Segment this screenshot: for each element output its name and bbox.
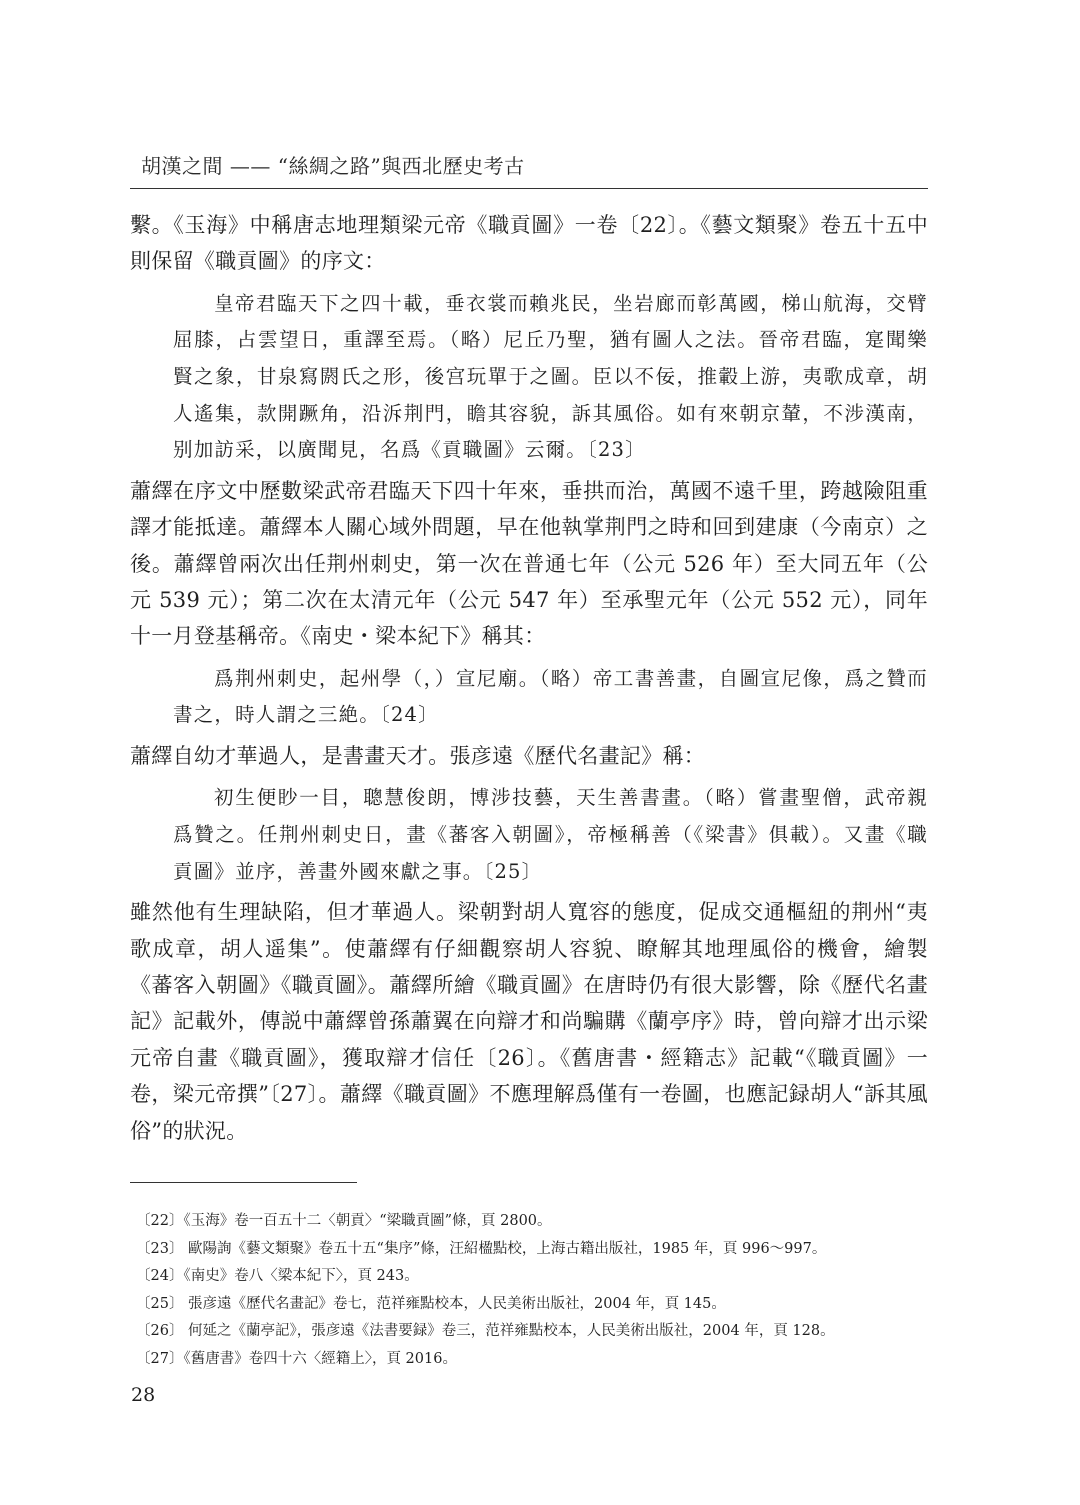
- block-quote-3: 初生便眇一目，聰慧俊朗，博涉技藝，天生善書畫。（略）嘗畫聖僧，武帝親爲贊之。任荆州刺史日，畫《蕃客入朝圖》，帝極稱善（《梁書》俱載）。又畫《職貢圖》並序，善畫外國來獻之事。〔25〕: [173, 786, 928, 883]
- footnote-23: 〔23〕 歐陽詢《藝文類聚》卷五十五“集序”條，汪紹楹點校，上海古籍出版社，1985 年，頁 996～997。: [136, 1240, 827, 1257]
- footnotes: [136, 1208, 926, 1374]
- running-header: 胡漢之間 —— “絲綢之路”與西北歷史考古: [141, 154, 525, 178]
- page-number: 28: [131, 1384, 156, 1406]
- paragraph-3: 蕭繹自幼才華過人，是書畫天才。張彦遠《歷代名畫記》稱：: [130, 744, 706, 768]
- paragraph-2: 蕭繹在序文中歷數梁武帝君臨天下四十年來，垂拱而治，萬國不遠千里，跨越險阻重譯才能抵達。蕭繹本人關心域外問題，早在他執掌荆門之時和回到建康（今南京）之後。蕭繹曾兩次出任荆州刺史，第一次在普通七年（公元 526 年）至大同五年（公元 539 元）；第二次在太清元年（公元 547 年）至承聖元年（公元 552 元），同年十一月登基稱帝。《南史・梁本紀下》稱其：: [130, 478, 928, 649]
- block-quote-2: 爲荆州刺史，起州學（，）宣尼廟。（略）帝工書善畫，自圖宣尼像，爲之贊而書之，時人謂之三絶。〔24〕: [173, 666, 928, 727]
- footnote-27: 〔27〕《舊唐書》卷四十六〈經籍上〉，頁 2016。: [136, 1350, 457, 1367]
- header-rule: [130, 188, 928, 189]
- paragraph-1: 繫。《玉海》中稱唐志地理類梁元帝《職貢圖》一卷〔22〕。《藝文類聚》卷五十五中則保留《職貢圖》的序文：: [130, 213, 928, 274]
- footnote-25: 〔25〕 張彦遠《歷代名畫記》卷七，范祥雍點校本，人民美術出版社，2004 年，頁 145。: [136, 1295, 726, 1312]
- footnote-22: 〔22〕《玉海》卷一百五十二〈朝貢〉“梁職貢圖”條，頁 2800。: [136, 1213, 552, 1229]
- block-quote-1: 皇帝君臨天下之四十載，垂衣裳而賴兆民，坐岩廊而彰萬國，梯山航海，交臂屈膝，占雲望日，重譯至焉。（略）尼丘乃聖，猶有圖人之法。晉帝君臨，寔聞樂賢之象，甘泉寫閼氏之形，後宫玩單于之圖。臣以不佞，推轂上游，夷歌成章，胡人遙集，款開蹶角，沿泝荆門，瞻其容貌，訴其風俗。如有來朝京輦，不涉漢南，别加訪采，以廣聞見，名爲《貢職圖》云爾。〔23〕: [173, 291, 928, 462]
- footnote-rule: [130, 1182, 357, 1183]
- paragraph-4: 雖然他有生理缺陷，但才華過人。梁朝對胡人寬容的態度，促成交通樞紐的荆州“夷歌成章，胡人遥集”。使蕭繹有仔細觀察胡人容貌、瞭解其地理風俗的機會，繪製《蕃客入朝圖》《職貢圖》。蕭繹所繪《職貢圖》在唐時仍有很大影響，除《歷代名畫記》記載外，傳説中蕭繹曾孫蕭翼在向辯才和尚騙購《蘭亭序》時，曾向辯才出示梁元帝自畫《職貢圖》，獲取辯才信任〔26〕。《舊唐書・經籍志》記載“《職貢圖》一卷，梁元帝撰”〔27〕。蕭繹《職貢圖》不應理解爲僅有一卷圖，也應記録胡人“訴其風俗”的狀況。: [130, 900, 928, 1143]
- footnote-24: 〔24〕《南史》卷八〈梁本紀下〉，頁 243。: [136, 1268, 419, 1285]
- footnote-26: 〔26〕 何延之《蘭亭記》，張彦遠《法書要録》卷三，范祥雍點校本，人民美術出版社，2004 年，頁 128。: [136, 1323, 835, 1340]
- body-text: [130, 207, 928, 1149]
